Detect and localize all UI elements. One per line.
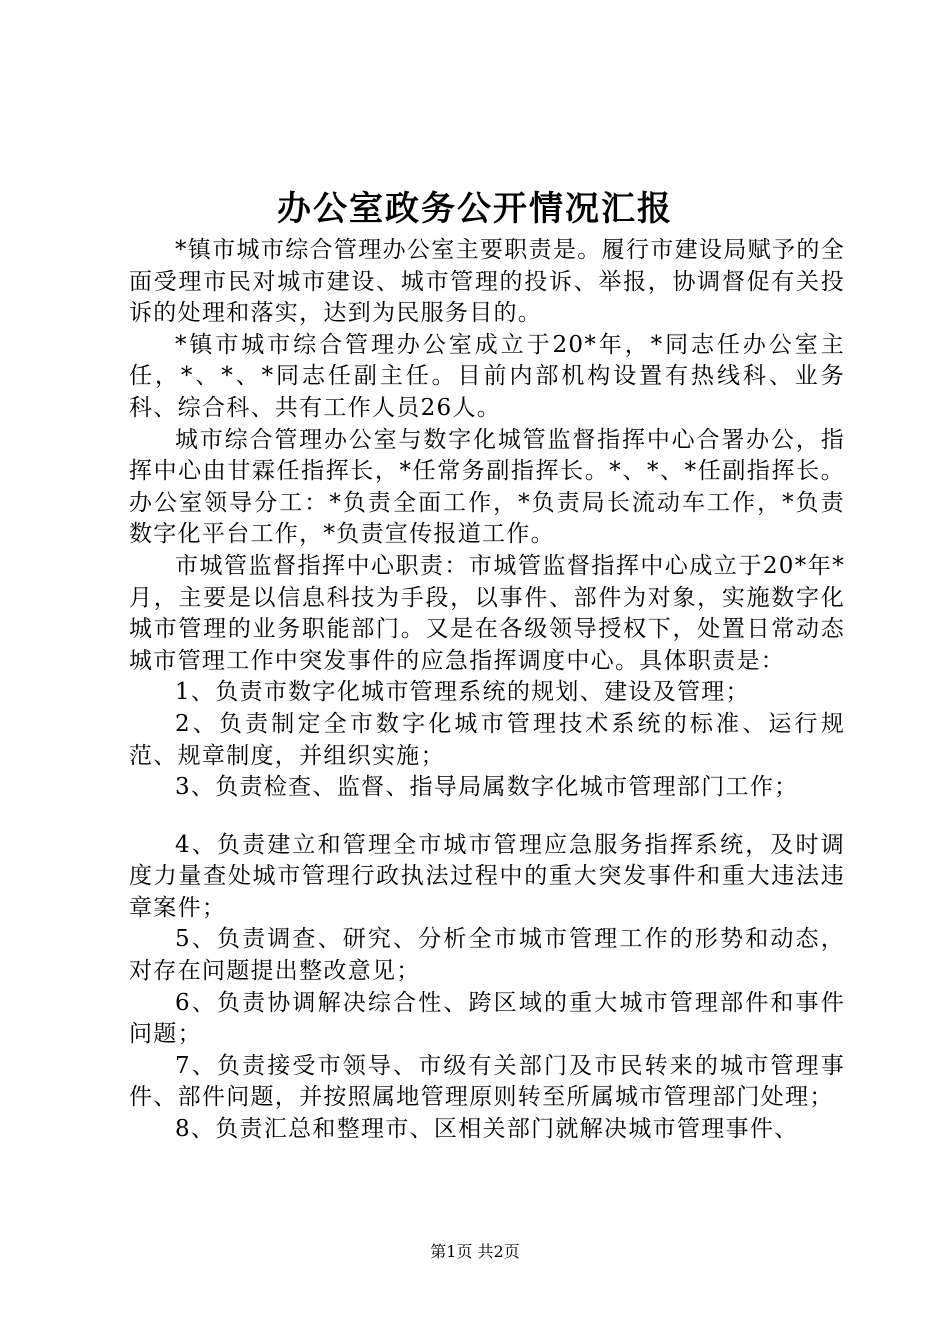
- list-item-7: 7、负责接受市领导、市级有关部门及市民转来的城市管理事件、部件问题，并按照属地管理原则转至所属城市管理部门处理；: [129, 1052, 845, 1111]
- list-item-1: 1、负责市数字化城市管理系统的规划、建设及管理；: [175, 679, 750, 706]
- paragraph-command-center: 城市综合管理办公室与数字化城管监督指挥中心合署办公，指挥中心由甘霖任指挥长，*任常务副指挥长。*、*、*任副指挥长。办公室领导分工：*负责全面工作，*负责局长流动车工作，*负责数字化平台工作，*负责宣传报道工作。: [129, 426, 845, 548]
- list-item-3: 3、负责检查、监督、指导局属数字化城市管理部门工作；: [175, 774, 799, 801]
- document-body: [129, 235, 845, 1146]
- list-item-2: 2、负责制定全市数字化城市管理技术系统的标准、运行规范、规章制度，并组织实施；: [129, 710, 845, 769]
- document-title: 办公室政务公开情况汇报: [277, 189, 673, 229]
- page-number-footer: 第1页 共2页: [430, 1242, 520, 1261]
- list-item-4: 4、负责建立和管理全市城市管理应急服务指挥系统，及时调度力量查处城市管理行政执法过程中的重大突发事件和重大违法违章案件；: [129, 831, 845, 921]
- list-item-6: 6、负责协调解决综合性、跨区域的重大城市管理部件和事件问题；: [129, 989, 845, 1048]
- paragraph-center-duties: 市城管监督指挥中心职责：市城管监督指挥中心成立于20*年*月，主要是以信息科技为手段，以事件、部件为对象，实施数字化城市管理的业务职能部门。又是在各级领导授权下，处置日常动态城市管理工作中突发事件的应急指挥调度中心。具体职责是：: [129, 552, 845, 674]
- paragraph-establishment: *镇市城市综合管理办公室成立于20*年，*同志任办公室主任，*、*、*同志任副主任。目前内部机构设置有热线科、业务科、综合科、共有工作人员26人。: [129, 331, 845, 421]
- paragraph-duties: *镇市城市综合管理办公室主要职责是。履行市建设局赋予的全面受理市民对城市建设、城市管理的投诉、举报，协调督促有关投诉的处理和落实，达到为民服务目的。: [129, 237, 845, 327]
- list-item-5: 5、负责调查、研究、分析全市城市管理工作的形势和动态，对存在问题提出整改意见；: [129, 926, 845, 985]
- list-item-8: 8、负责汇总和整理市、区相关部门就解决城市管理事件、: [175, 1116, 799, 1143]
